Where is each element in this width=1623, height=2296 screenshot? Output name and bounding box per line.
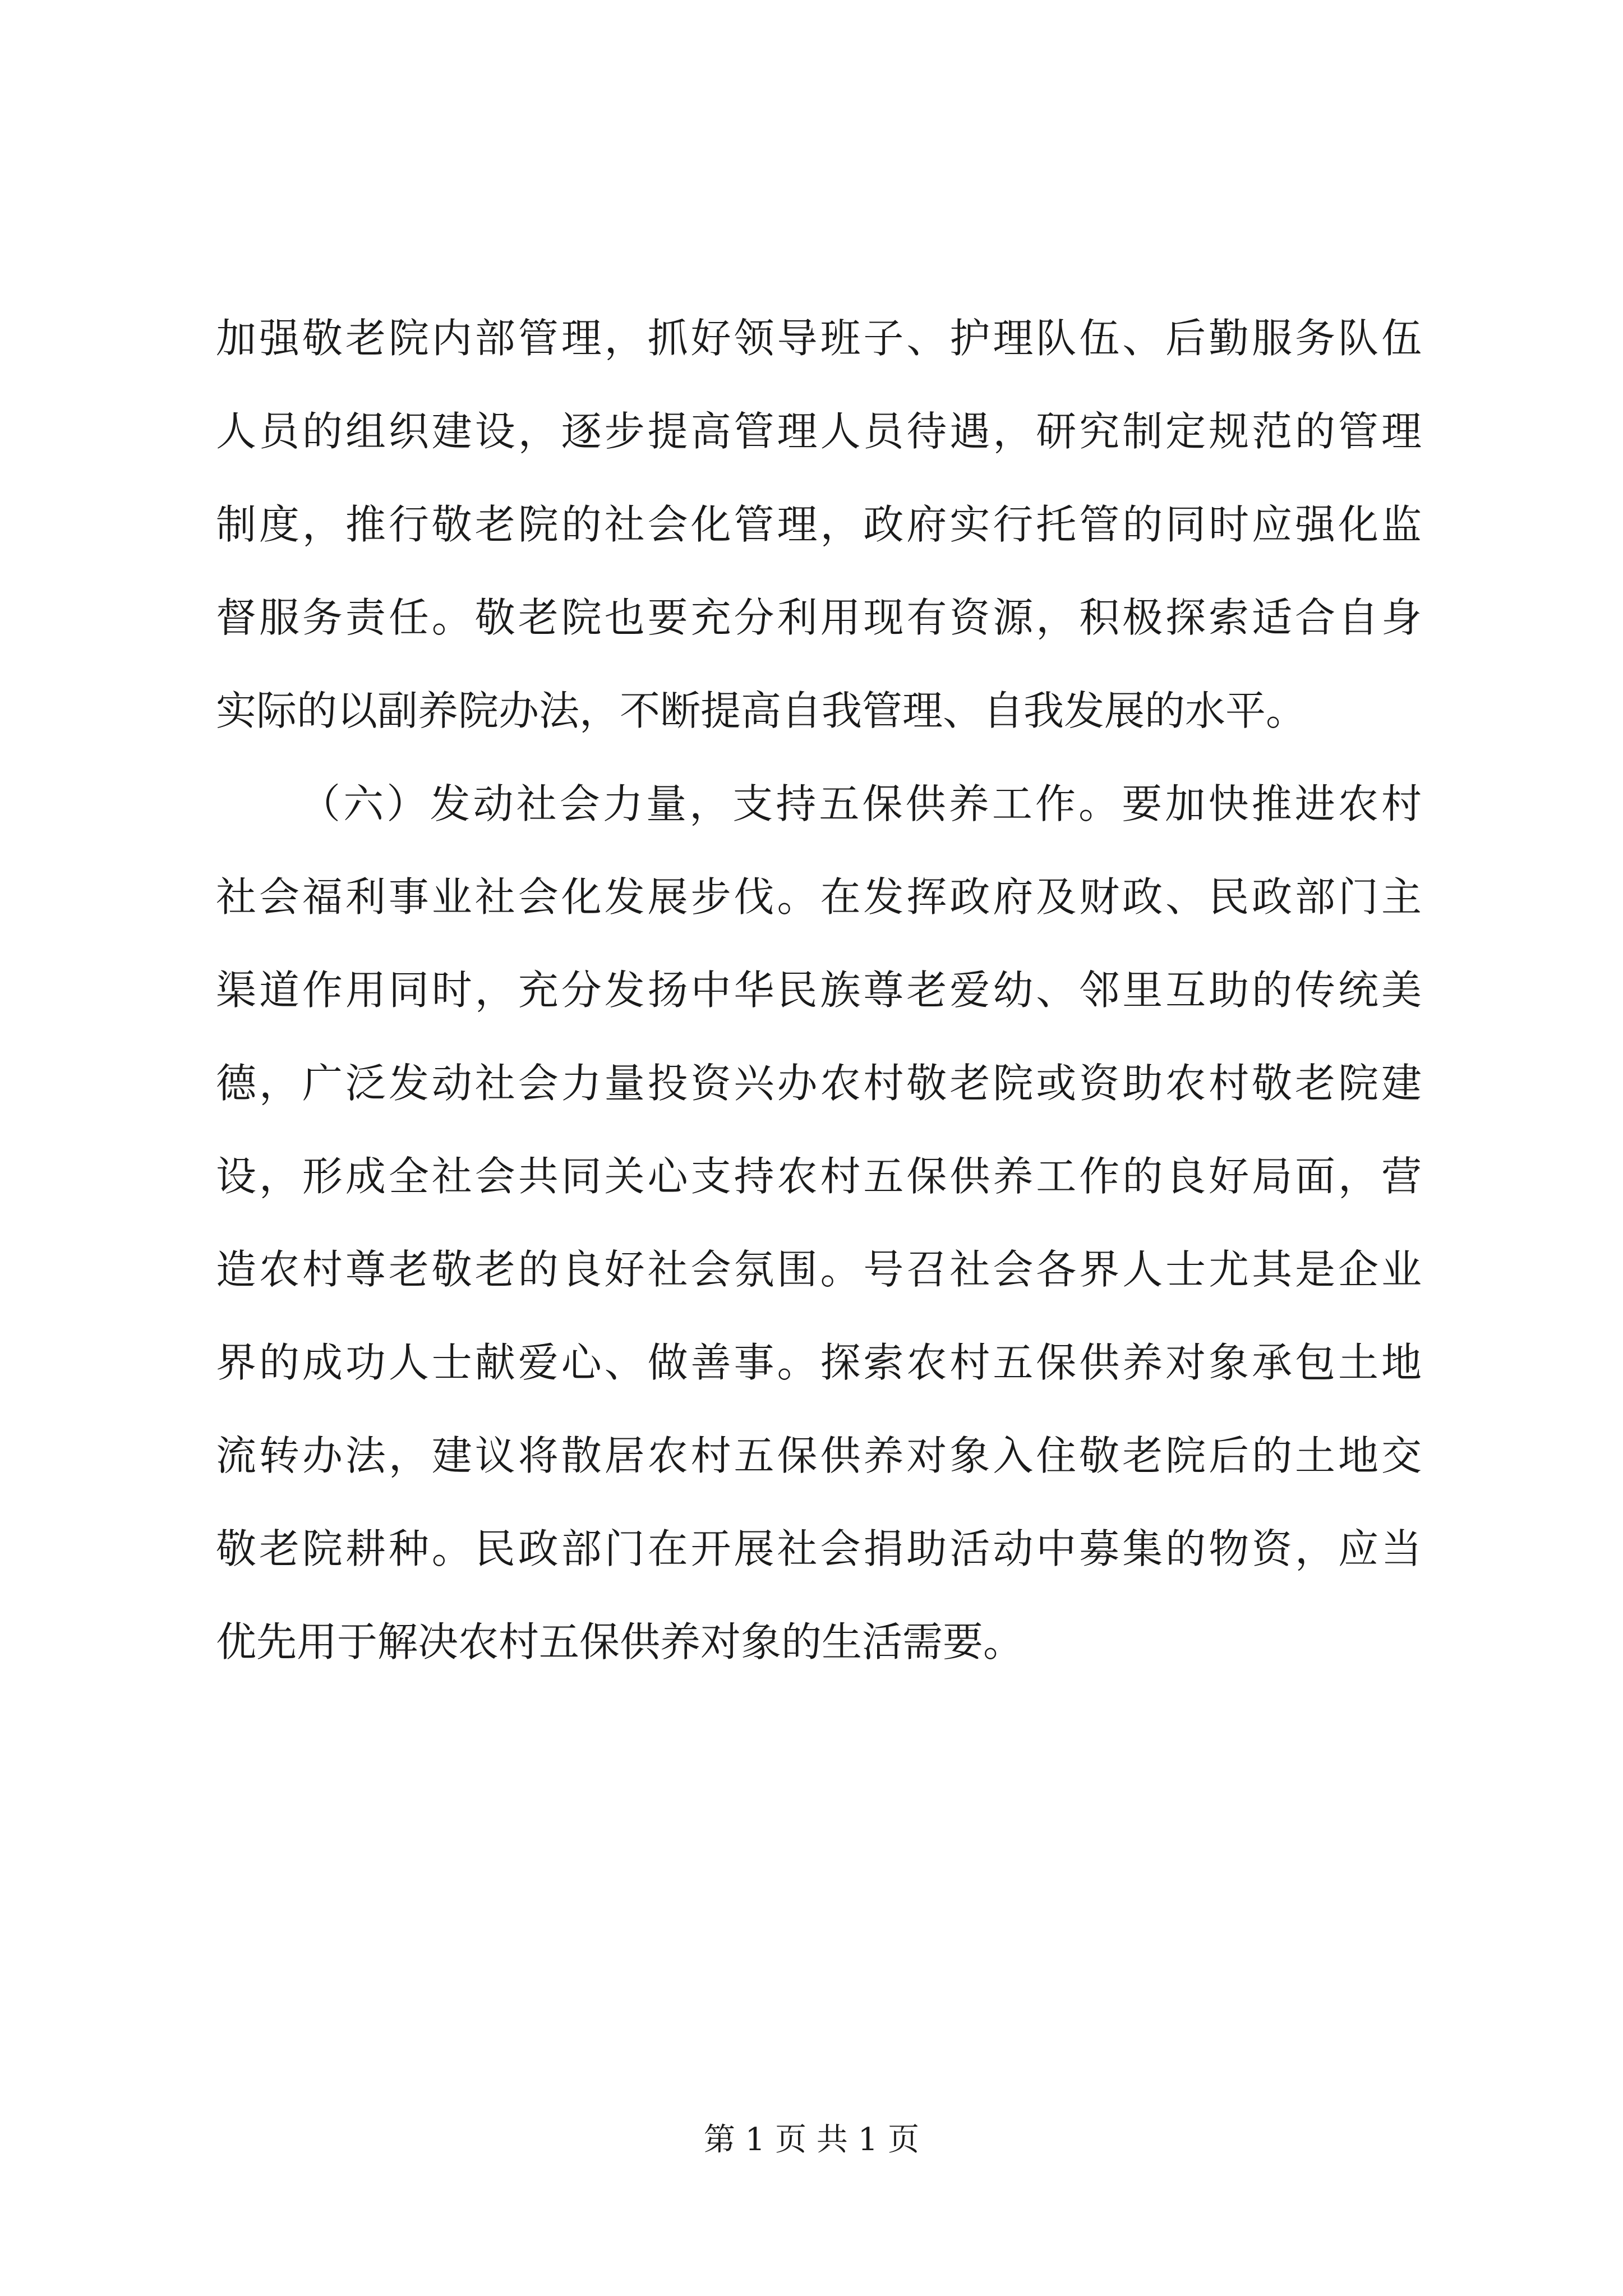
paragraph-2 [216, 757, 1422, 1688]
page-number-label: 第 1 页 共 1 页 [703, 2122, 920, 2158]
text-line: 设，形成全社会共同关心支持农村五保供养工作的良好局面，营 [216, 1153, 1422, 1200]
paragraph-1 [216, 292, 1422, 757]
text-line: 敬老院耕种。民政部门在开展社会捐助活动中募集的物资，应当 [216, 1525, 1422, 1572]
text-line: 德，广泛发动社会力量投资兴办农村敬老院或资助农村敬老院建 [216, 1060, 1422, 1107]
text-line: 流转办法，建议将散居农村五保供养对象入住敬老院后的土地交 [216, 1432, 1422, 1479]
text-line: 社会福利事业社会化发展步伐。在发挥政府及财政、民政部门主 [216, 873, 1422, 921]
text-line: 渠道作用同时，充分发扬中华民族尊老爱幼、邻里互助的传统美 [216, 967, 1422, 1014]
text-line: 优先用于解决农村五保供养对象的生活需要。 [216, 1618, 1024, 1665]
text-line: 造农村尊老敬老的良好社会氛围。号召社会各界人士尤其是企业 [216, 1246, 1422, 1293]
text-line: 督服务责任。敬老院也要充分利用现有资源，积极探索适合自身 [216, 594, 1422, 641]
text-line: 制度，推行敬老院的社会化管理，政府实行托管的同时应强化监 [216, 501, 1422, 548]
document-body [216, 292, 1422, 1688]
text-line: 界的成功人士献爱心、做善事。探索农村五保供养对象承包土地 [216, 1339, 1422, 1386]
text-line: 实际的以副养院办法，不断提高自我管理、自我发展的水平。 [216, 687, 1307, 734]
text-line: （六）发动社会力量，支持五保供养工作。要加快推进农村 [300, 780, 1422, 827]
page-footer [0, 2120, 1623, 2160]
text-line: 人员的组织建设，逐步提高管理人员待遇，研究制定规范的管理 [216, 408, 1422, 455]
text-line: 加强敬老院内部管理，抓好领导班子、护理队伍、后勤服务队伍 [216, 315, 1422, 362]
